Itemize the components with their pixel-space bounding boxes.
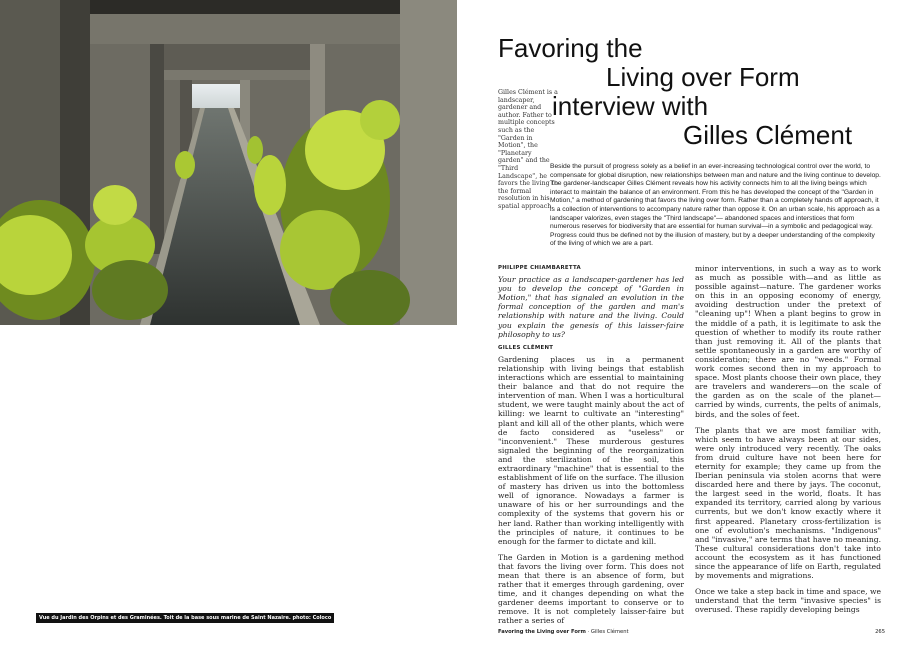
garden-photo-illustration	[0, 0, 457, 325]
answer-paragraph: The plants that we are most familiar with, which seem to have always been at our sides, were only introduced very recently. The oaks from druid culture have not been here for eternity for example; they came up from the Iberian peninsula via stolen acorns that were discarded here and there by jays. The coconut, the largest seed in the world, floats. It has expanded its territory, carried along by various currents, but we don't know exactly where it first appeared. Planetary cross-fertilization is one of evolution's mechanisms. "Indigenous" and "invasive," are terms that have no meaning. These cultural considerations don't take into account the ecosystem as it has functioned since the appearance of life on Earth, regulated by movements and migrations.	[695, 425, 881, 581]
title-line-2: Living over Form	[606, 62, 800, 92]
text-column-left	[498, 264, 684, 633]
answer-paragraph: Gardening places us in a permanent relationship with living beings that establish interactions which are essential to maintaining their balance and that do not require the intervention of man. When I was a horticultural student, we were taught mainly about the act of killing: we learnt to cultivate an "interesting" plant and kill all of the other plants, which were de facto considered as "useless" or "inconvenient." These murderous gestures signaled the beginning of the reorganization and the sterilization of the soil, this extraordinary "machine" that is essential to the establishment of life on the surface. The illusion of mastery has driven us into the bottomless well of ignorance. Nowadays a farmer is unaware of his or her surroundings and the complexity of the systems that govern his or her land. Rather than working intelligently with the principles of nature, it continues to be enough for the farmer to dictate and kill.	[498, 354, 684, 546]
answer-paragraph: Once we take a step back in time and space, we understand that the term "invasive species" is overused. These rapidly developing beings	[695, 587, 881, 615]
answer-paragraph: The Garden in Motion is a gardening method that favors the living over form. This does not mean that there is an absence of form, but rather that it emerges through gardening, over time, and it changes depending on what the gardener deems important to conserve or to remove. It is not completely laisser-faire but rather a series of	[498, 552, 684, 626]
interview-question: Your practice as a landscaper-gardener has led you to develop the concept of "Garden in Motion," that has signaled an evolution in the formal conception of the garden and man's relationship with nature and the living. Could you explain the genesis of this laisser-faire philosophy to us?	[498, 275, 684, 339]
title-line-3: interview with	[552, 91, 709, 121]
footer-author: · Gilles Clément	[587, 629, 629, 635]
author-bio: Gilles Clément is a landscaper, gardener and author. Father to multiple concepts such as the "Garden in Motion", the "Planetary garden" and the "Third Landscape", he favors the living to the formal resolution in his spatial approach.	[498, 89, 558, 210]
text-column-right	[695, 264, 881, 621]
photo-caption: Vue du Jardin des Orpins et des Graminées. Toit de la base sous marine de Saint Nazaire. photo: Coloco	[36, 613, 334, 623]
title-line-1: Favoring the	[498, 33, 643, 63]
intro-text: Beside the pursuit of progress solely as a belief in an ever-increasing technological control over the world, to compensate for global disruption, new relationships between man and nature and the living continue to develop. The gardener-landscaper Gilles Clément reveals how his activity connects him to all the living beings which interact to maintain the balance of an environment. From this he has developed the concept of the "Garden in Motion," a method of gardening that favors the living over form. Rather than a completely hands off approach, it is a collection of interventions to accompany nature rather than oppose it. On an urban scale, his approach as a landscaper valorizes, even stages the "Third landscape"— abandoned spaces and interstices that form numerous reserves for biodiversity that are essential for human survival—in a symbolic and pedagogical way. Progress could thus be defined not by the illusion of mastery, but by a deeper understanding of the complexity of the living of which we are a part.	[550, 163, 881, 248]
answer-paragraph: minor interventions, in such a way as to work as much as possible with—and as little as possible against—nature. The gardener works on this in an opposing economy of energy, avoiding destruction under the pretext of "cleaning up"! When a plant begins to grow in the middle of a path, it is legitimate to ask the question of whether to modify its route rather than just removing it. All of the plants that settle spontaneously in a garden are worthy of consideration; there are no "weeds." Formal work comes second then in my approach to space. Most plants choose their own place, they are travelers and wanderers—on the scale of the garden as on the scale of the planet—carried by winds, currents, the pelts of animals, birds, and the soles of feet.	[695, 264, 881, 419]
garden-photo	[0, 0, 457, 325]
page-number: 265	[875, 629, 885, 635]
interviewer-name: PHILIPPE CHIAMBARETTA	[498, 265, 582, 271]
running-footer	[498, 629, 629, 635]
intro-paragraph	[498, 163, 882, 249]
title-line-4: Gilles Clément	[683, 120, 853, 150]
interviewee-name: GILLES CLÉMENT	[498, 344, 554, 351]
footer-title: Favoring the Living over Form	[498, 629, 586, 635]
